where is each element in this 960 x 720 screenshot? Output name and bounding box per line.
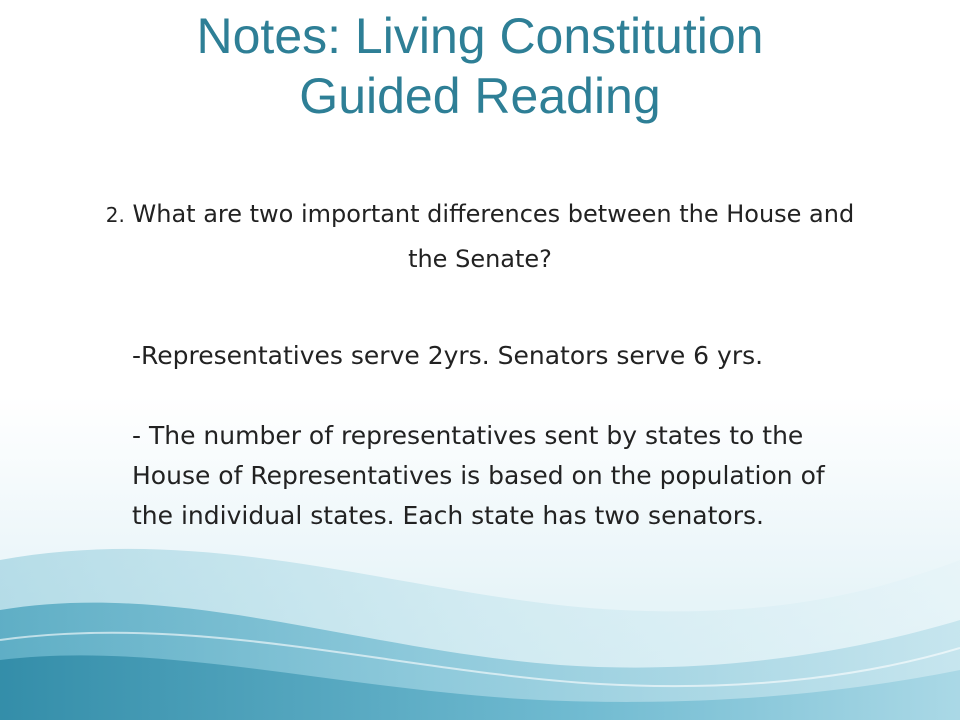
slide-title [60, 6, 900, 126]
question [90, 192, 870, 281]
question-text: What are two important differences between the House and the Senate? [132, 200, 855, 273]
slide-title-line-2: Guided Reading [299, 68, 661, 124]
answer-term-length: -Representatives serve 2yrs. Senators serve 6 yrs. [132, 341, 764, 370]
answer-list [132, 336, 872, 536]
slide-title-line-1: Notes: Living Constitution [196, 8, 764, 64]
question-number: 2. [105, 203, 125, 227]
answer-representation: - The number of representatives sent by states to the House of Representatives is based on the population of the individual states. Each state has two senators. [132, 421, 825, 530]
